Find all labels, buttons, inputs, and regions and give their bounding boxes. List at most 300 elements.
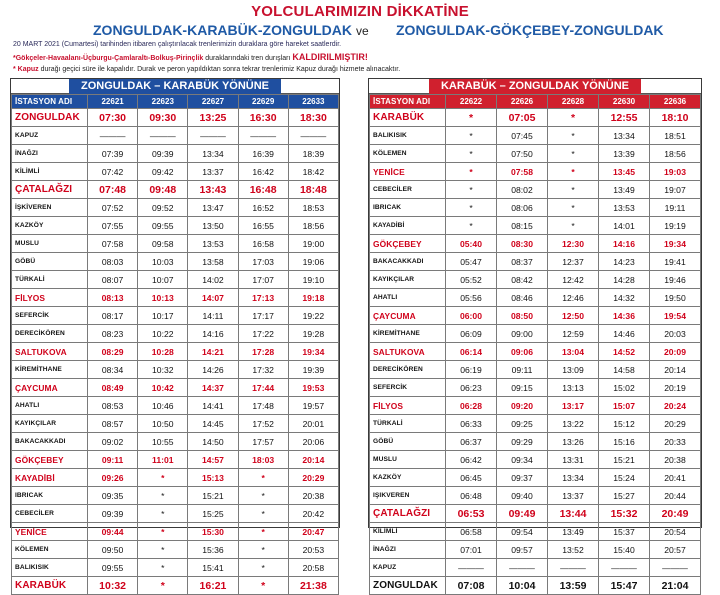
departure-time: 14:41 (188, 397, 238, 415)
departure-time: 08:02 (497, 181, 548, 199)
departure-time: 20:24 (650, 397, 701, 415)
station-name: BAKACAKKADI (370, 253, 446, 271)
departure-time: 19:03 (650, 163, 701, 181)
departure-time: 09:06 (497, 343, 548, 361)
station-name: TÜRKALİ (370, 415, 446, 433)
departure-time: 20:53 (288, 541, 338, 559)
departure-time: 07:58 (88, 235, 138, 253)
departure-time: 16:52 (238, 199, 288, 217)
departure-time: 11:01 (138, 451, 188, 469)
departure-time: 09:35 (88, 487, 138, 505)
departure-time: 05:47 (446, 253, 497, 271)
departure-time: 13:52 (548, 541, 599, 559)
right-table-banner (369, 79, 701, 94)
departure-time: * (138, 577, 188, 595)
kapuz-label: * Kapuz (13, 66, 39, 73)
table-row (12, 127, 339, 145)
departure-time: 17:52 (238, 415, 288, 433)
departure-time: 20:09 (650, 343, 701, 361)
departure-time: 15:16 (599, 433, 650, 451)
departure-time: * (548, 181, 599, 199)
departure-time: 09:55 (88, 559, 138, 577)
station-name: BALIKISIK (370, 127, 446, 145)
table-row (370, 487, 701, 505)
departure-time: 10:42 (138, 379, 188, 397)
train-number-header: 22626 (497, 95, 548, 109)
departure-time: 18:53 (288, 199, 338, 217)
table-row (12, 199, 339, 217)
table-row (370, 253, 701, 271)
departure-time: 09:20 (497, 397, 548, 415)
table-row (12, 181, 339, 199)
departure-time: 13:47 (188, 199, 238, 217)
departure-time: * (238, 505, 288, 523)
departure-time: ——— (446, 559, 497, 577)
departure-time: 08:29 (88, 343, 138, 361)
station-name: KİLİMLİ (370, 523, 446, 541)
station-name: KAZKÖY (12, 217, 88, 235)
departure-time: 13:37 (548, 487, 599, 505)
table-row (370, 199, 701, 217)
departure-time: 06:33 (446, 415, 497, 433)
departure-time: 15:27 (599, 487, 650, 505)
station-name: KARABÜK (370, 109, 446, 127)
departure-time: * (446, 199, 497, 217)
departure-time: 10:28 (138, 343, 188, 361)
departure-time: 10:17 (138, 307, 188, 325)
station-name: BALIKISIK (12, 559, 88, 577)
departure-time: 07:08 (446, 577, 497, 595)
departure-time: * (238, 469, 288, 487)
departure-time: * (548, 199, 599, 217)
table-row (370, 289, 701, 307)
departure-time: 17:48 (238, 397, 288, 415)
station-name: KİREMİTHANE (12, 361, 88, 379)
departure-time: 13:50 (188, 217, 238, 235)
departure-time: 13:22 (548, 415, 599, 433)
departure-time: * (548, 145, 599, 163)
station-name: MUSLU (12, 235, 88, 253)
departure-time: 19:28 (288, 325, 338, 343)
departure-time: 13:04 (548, 343, 599, 361)
departure-time: 08:17 (88, 307, 138, 325)
departure-time: 16:21 (188, 577, 238, 595)
table-row (370, 523, 701, 541)
departure-time: ——— (497, 559, 548, 577)
departure-time: 06:42 (446, 451, 497, 469)
departure-time: 15:32 (599, 505, 650, 523)
departure-time: 06:23 (446, 379, 497, 397)
departure-time: 10:03 (138, 253, 188, 271)
departure-time: 12:59 (548, 325, 599, 343)
departure-time: 08:23 (88, 325, 138, 343)
departure-time: 14:01 (599, 217, 650, 235)
departure-time: 17:57 (238, 433, 288, 451)
departure-time: 09:30 (138, 109, 188, 127)
departure-time: * (238, 541, 288, 559)
departure-time: * (138, 541, 188, 559)
departure-time: 14:16 (599, 235, 650, 253)
departure-time: 07:55 (88, 217, 138, 235)
table-row (370, 541, 701, 559)
station-name: KAPUZ (12, 127, 88, 145)
departure-time: 13:59 (548, 577, 599, 595)
route-subtitle (0, 20, 720, 40)
departure-time: 09:39 (138, 145, 188, 163)
departure-time: 06:00 (446, 307, 497, 325)
station-name: KAYIKÇILAR (12, 415, 88, 433)
departure-time: 08:57 (88, 415, 138, 433)
departure-time: 14:16 (188, 325, 238, 343)
removed-stations-list: *Gökçeler-Havaalanı-Üçburgu-Çamlaraltı-Bolkuş-Pirinçlik (13, 55, 204, 62)
departure-time: 20:01 (288, 415, 338, 433)
station-name: SEFERCİK (370, 379, 446, 397)
departure-time: 15:40 (599, 541, 650, 559)
station-name: KARABÜK (12, 577, 88, 595)
table-row (370, 127, 701, 145)
departure-time: * (548, 127, 599, 145)
departure-time: 10:13 (138, 289, 188, 307)
table-row (12, 523, 339, 541)
table-row (370, 217, 701, 235)
departure-time: 06:58 (446, 523, 497, 541)
departure-time: * (138, 469, 188, 487)
departure-time: * (446, 145, 497, 163)
departure-time: 15:37 (599, 523, 650, 541)
page-title: YOLCULARIMIZIN DİKKATİNE (251, 3, 469, 20)
right-schedule-table (369, 94, 701, 595)
route-left-title: ZONGULDAK-KARABÜK-ZONGULDAK (93, 22, 352, 38)
station-name: SALTUKOVA (370, 343, 446, 361)
departure-time: ——— (599, 559, 650, 577)
departure-time: 20:47 (288, 523, 338, 541)
station-name: KAZKÖY (370, 469, 446, 487)
departure-time: 19:41 (650, 253, 701, 271)
kapuz-text: durağı geçici süre ile kapalıdır. Durak ve peron yapıldıktan sonra tekrar trenlerimiz Kapuz durağı hizmete alınacaktır. (40, 66, 401, 73)
departure-time: 09:40 (497, 487, 548, 505)
departure-time: * (446, 181, 497, 199)
table-row (370, 181, 701, 199)
table-row (12, 469, 339, 487)
departure-time: ——— (88, 127, 138, 145)
departure-time: 13:43 (188, 181, 238, 199)
station-column-header: İSTASYON ADI (370, 95, 446, 109)
table-row (370, 163, 701, 181)
departure-time: 08:50 (497, 307, 548, 325)
departure-time: 19:18 (288, 289, 338, 307)
departure-time: 15:24 (599, 469, 650, 487)
table-row (370, 577, 701, 595)
departure-time: 19:54 (650, 307, 701, 325)
table-row (12, 415, 339, 433)
departure-time: 19:50 (650, 289, 701, 307)
departure-time: 14:46 (599, 325, 650, 343)
train-number-header: 22629 (238, 95, 288, 109)
departure-time: 08:34 (88, 361, 138, 379)
departure-time: 19:53 (288, 379, 338, 397)
departure-time: 06:48 (446, 487, 497, 505)
station-name: İNAĞZI (12, 145, 88, 163)
departure-time: 16:42 (238, 163, 288, 181)
left-schedule-table (11, 94, 339, 595)
departure-time: 20:14 (288, 451, 338, 469)
departure-time: 13:49 (548, 523, 599, 541)
departure-time: 14:21 (188, 343, 238, 361)
station-name: KAYADİBİ (12, 469, 88, 487)
station-name: KAYADİBİ (370, 217, 446, 235)
table-row (12, 163, 339, 181)
table-row (370, 325, 701, 343)
table-row (12, 433, 339, 451)
removed-stations-note (13, 53, 368, 63)
departure-time: 20:49 (650, 505, 701, 523)
departure-time: 20:44 (650, 487, 701, 505)
departure-time: 09:58 (138, 235, 188, 253)
departure-time: 09:55 (138, 217, 188, 235)
train-number-header: 22621 (88, 95, 138, 109)
departure-time: 09:15 (497, 379, 548, 397)
departure-time: 13:44 (548, 505, 599, 523)
station-name: FİLYOS (12, 289, 88, 307)
table-row (12, 379, 339, 397)
train-number-header: 22630 (599, 95, 650, 109)
departure-time: ——— (188, 127, 238, 145)
departure-time: 06:14 (446, 343, 497, 361)
table-row (12, 505, 339, 523)
departure-time: 06:37 (446, 433, 497, 451)
departure-time: 09:57 (497, 541, 548, 559)
departure-time: 18:48 (288, 181, 338, 199)
departure-time: 20:19 (650, 379, 701, 397)
departure-time: 17:07 (238, 271, 288, 289)
departure-time: 20:42 (288, 505, 338, 523)
departure-time: 17:13 (238, 289, 288, 307)
departure-time: 14:02 (188, 271, 238, 289)
departure-time: 13:34 (599, 127, 650, 145)
departure-time: 17:44 (238, 379, 288, 397)
departure-time: 20:29 (288, 469, 338, 487)
departure-time: * (138, 523, 188, 541)
departure-time: 08:37 (497, 253, 548, 271)
departure-time: 12:46 (548, 289, 599, 307)
station-name: GÖKÇEBEY (12, 451, 88, 469)
departure-time: 08:30 (497, 235, 548, 253)
departure-time: 13:45 (599, 163, 650, 181)
station-name: ÇATALAĞZI (12, 181, 88, 199)
station-name: CEBECİLER (370, 181, 446, 199)
station-name: SEFERCİK (12, 307, 88, 325)
station-name: TÜRKALİ (12, 271, 88, 289)
departure-time: 05:52 (446, 271, 497, 289)
station-name: AHATLI (370, 289, 446, 307)
departure-time: 13:58 (188, 253, 238, 271)
table-row (370, 559, 701, 577)
right-banner-label: KARABÜK – ZONGULDAK YÖNÜNE (429, 79, 641, 94)
kapuz-note (13, 65, 400, 74)
departure-time: 13:37 (188, 163, 238, 181)
departure-time: 09:44 (88, 523, 138, 541)
departure-time: 08:06 (497, 199, 548, 217)
table-row (12, 487, 339, 505)
departure-time: 13:53 (188, 235, 238, 253)
table-row (12, 235, 339, 253)
station-name: IBRICAK (12, 487, 88, 505)
departure-time: 08:53 (88, 397, 138, 415)
departure-time: 15:13 (188, 469, 238, 487)
departure-time: 16:58 (238, 235, 288, 253)
departure-time: * (446, 127, 497, 145)
table-row (12, 361, 339, 379)
route-right-title: ZONGULDAK-GÖKÇEBEY-ZONGULDAK (396, 22, 664, 38)
table-row (12, 253, 339, 271)
departure-time: 09:11 (88, 451, 138, 469)
departure-time: 13:31 (548, 451, 599, 469)
station-name: GÖKÇEBEY (370, 235, 446, 253)
departure-time: 09:37 (497, 469, 548, 487)
table-row (370, 343, 701, 361)
departure-time: 14:45 (188, 415, 238, 433)
station-name: İŞKİVEREN (12, 199, 88, 217)
train-number-header: 22627 (188, 95, 238, 109)
departure-time: 07:42 (88, 163, 138, 181)
station-name: KÖLEMEN (370, 145, 446, 163)
departure-time: 09:39 (88, 505, 138, 523)
departure-time: 09:11 (497, 361, 548, 379)
departure-time: 14:57 (188, 451, 238, 469)
table-row (370, 451, 701, 469)
departure-time: * (138, 505, 188, 523)
departure-time: 07:39 (88, 145, 138, 163)
station-name: DERECİKÖREN (12, 325, 88, 343)
departure-time: 13:39 (599, 145, 650, 163)
train-number-header: 22636 (650, 95, 701, 109)
departure-time: 15:47 (599, 577, 650, 595)
table-row (370, 505, 701, 523)
departure-time: 19:07 (650, 181, 701, 199)
departure-time: 18:51 (650, 127, 701, 145)
departure-time: 18:42 (288, 163, 338, 181)
table-row (12, 343, 339, 361)
departure-time: 05:40 (446, 235, 497, 253)
departure-time: ——— (548, 559, 599, 577)
departure-time: 17:03 (238, 253, 288, 271)
station-name: SALTUKOVA (12, 343, 88, 361)
departure-time: 10:55 (138, 433, 188, 451)
departure-time: 20:41 (650, 469, 701, 487)
departure-time: 07:45 (497, 127, 548, 145)
departure-time: 08:15 (497, 217, 548, 235)
departure-time: 12:42 (548, 271, 599, 289)
departure-time: 19:19 (650, 217, 701, 235)
departure-time: 13:25 (188, 109, 238, 127)
departure-time: 16:39 (238, 145, 288, 163)
departure-time: 06:28 (446, 397, 497, 415)
table-row (370, 379, 701, 397)
departure-time: 15:02 (599, 379, 650, 397)
station-name: MUSLU (370, 451, 446, 469)
departure-time: 15:41 (188, 559, 238, 577)
departure-time: 07:05 (497, 109, 548, 127)
station-name: GÖBÜ (12, 253, 88, 271)
departure-time: 14:50 (188, 433, 238, 451)
station-name: CEBECİLER (12, 505, 88, 523)
departure-time: 06:45 (446, 469, 497, 487)
table-row (370, 145, 701, 163)
departure-time: 20:38 (650, 451, 701, 469)
departure-time: 10:32 (138, 361, 188, 379)
departure-time: 16:30 (238, 109, 288, 127)
departure-time: 10:50 (138, 415, 188, 433)
departure-time: 18:39 (288, 145, 338, 163)
departure-time: 18:10 (650, 109, 701, 127)
departure-time: 17:17 (238, 307, 288, 325)
departure-time: 19:06 (288, 253, 338, 271)
departure-time: 20:06 (288, 433, 338, 451)
table-header-row (12, 95, 339, 109)
departure-time: * (238, 487, 288, 505)
departure-time: 09:49 (497, 505, 548, 523)
departure-time: 12:50 (548, 307, 599, 325)
departure-time: 20:14 (650, 361, 701, 379)
departure-time: 12:37 (548, 253, 599, 271)
departure-time: 19:34 (288, 343, 338, 361)
departure-time: 21:04 (650, 577, 701, 595)
station-name: DERECİKÖREN (370, 361, 446, 379)
departure-time: 16:55 (238, 217, 288, 235)
departure-time: 12:55 (599, 109, 650, 127)
departure-time: 08:03 (88, 253, 138, 271)
departure-time: 14:37 (188, 379, 238, 397)
departure-time: 08:07 (88, 271, 138, 289)
departure-time: 20:54 (650, 523, 701, 541)
departure-time: 09:42 (138, 163, 188, 181)
station-name: KAPUZ (370, 559, 446, 577)
departure-time: 09:48 (138, 181, 188, 199)
departure-time: 18:30 (288, 109, 338, 127)
departure-time: * (138, 559, 188, 577)
departure-time: 07:01 (446, 541, 497, 559)
departure-time: * (548, 217, 599, 235)
departure-time: 09:02 (88, 433, 138, 451)
train-number-header: 22622 (446, 95, 497, 109)
station-name: ÇAYCUMA (370, 307, 446, 325)
departure-time: 19:46 (650, 271, 701, 289)
table-row (12, 577, 339, 595)
zonguldak-karabuk-timetable (10, 78, 340, 592)
station-name: ÇAYCUMA (12, 379, 88, 397)
departure-time: * (548, 109, 599, 127)
departure-time: 09:26 (88, 469, 138, 487)
departure-time: 20:57 (650, 541, 701, 559)
table-row (12, 541, 339, 559)
station-name: ZONGULDAK (12, 109, 88, 127)
departure-time: * (238, 577, 288, 595)
departure-time: 08:42 (497, 271, 548, 289)
table-row (370, 307, 701, 325)
departure-time: 17:28 (238, 343, 288, 361)
station-name: IBRICAK (370, 199, 446, 217)
departure-time: ——— (650, 559, 701, 577)
departure-time: 06:09 (446, 325, 497, 343)
departure-time: 14:58 (599, 361, 650, 379)
train-number-header: 22623 (138, 95, 188, 109)
departure-time: 20:33 (650, 433, 701, 451)
table-row (12, 289, 339, 307)
departure-time: ——— (238, 127, 288, 145)
departure-time: 19:39 (288, 361, 338, 379)
departure-time: 10:04 (497, 577, 548, 595)
station-name: KAYIKÇILAR (370, 271, 446, 289)
